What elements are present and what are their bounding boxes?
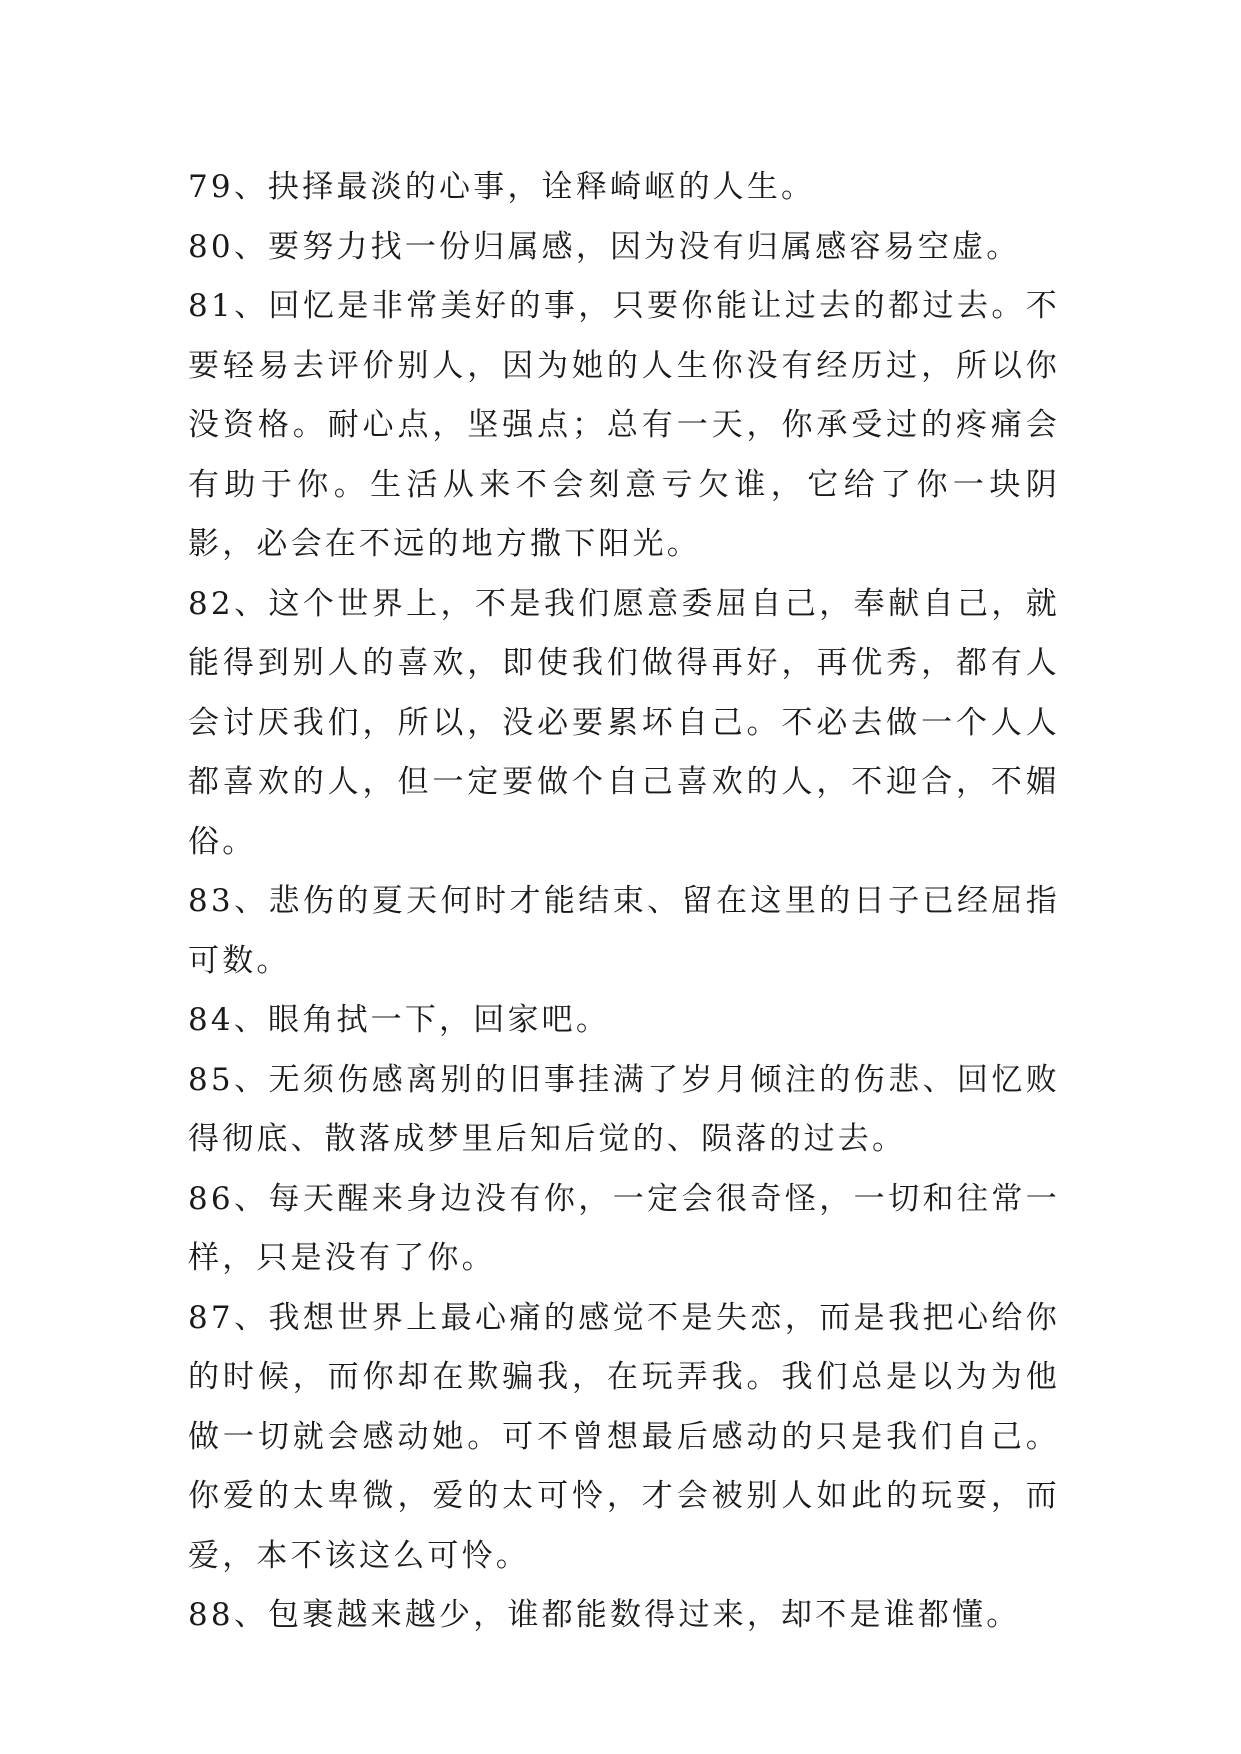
quote-item-79: 79、抉择最淡的心事，诠释崎岖的人生。: [188, 169, 816, 205]
quote-item-80: 80、要努力找一份归属感，因为没有归属感容易空虚。: [188, 228, 1021, 265]
quote-item-88: 88、包裹越来越少，谁都能数得过来，却不是谁都懂。: [188, 1597, 1021, 1633]
quote-item-87: 87、我想世界上最心痛的感觉不是失恋，而是我把心给你的时候，而你却在欺骗我，在玩弄我。我们总是以为为他做一切就会感动她。可不曾想最后感动的只是我们自己。你爱的太卑微，爱的太可怜，才会被别人如此的玩耍，而爱，本不该这么可怜。: [188, 1299, 1060, 1574]
quote-item-81: 81、回忆是非常美好的事，只要你能让过去的都过去。不要轻易去评价别人，因为她的人生你没有经历过，所以你没资格。耐心点，坚强点；总有一天，你承受过的疼痛会有助于你。生活从来不会刻意亏欠谁，它给了你一块阴影，必会在不远的地方撒下阳光。: [188, 288, 1060, 562]
quote-item-85: 85、无须伤感离别的旧事挂满了岁月倾注的伤悲、回忆败得彻底、散落成梦里后知后觉的、陨落的过去。: [188, 1061, 1060, 1157]
document-body: [188, 158, 1060, 1646]
quote-item-82: 82、这个世界上，不是我们愿意委屈自己，奉献自己，就能得到别人的喜欢，即使我们做得再好，再优秀，都有人会讨厌我们，所以，没必要累坏自己。不必去做一个人人都喜欢的人，但一定要做个自己喜欢的人，不迎合，不媚俗。: [188, 585, 1060, 860]
quote-item-84: 84、眼角拭一下，回家吧。: [188, 1002, 611, 1038]
quote-item-86: 86、每天醒来身边没有你，一定会很奇怪，一切和往常一样，只是没有了你。: [188, 1180, 1060, 1276]
quote-item-83: 83、悲伤的夏天何时才能结束、留在这里的日子已经屈指可数。: [188, 883, 1060, 979]
